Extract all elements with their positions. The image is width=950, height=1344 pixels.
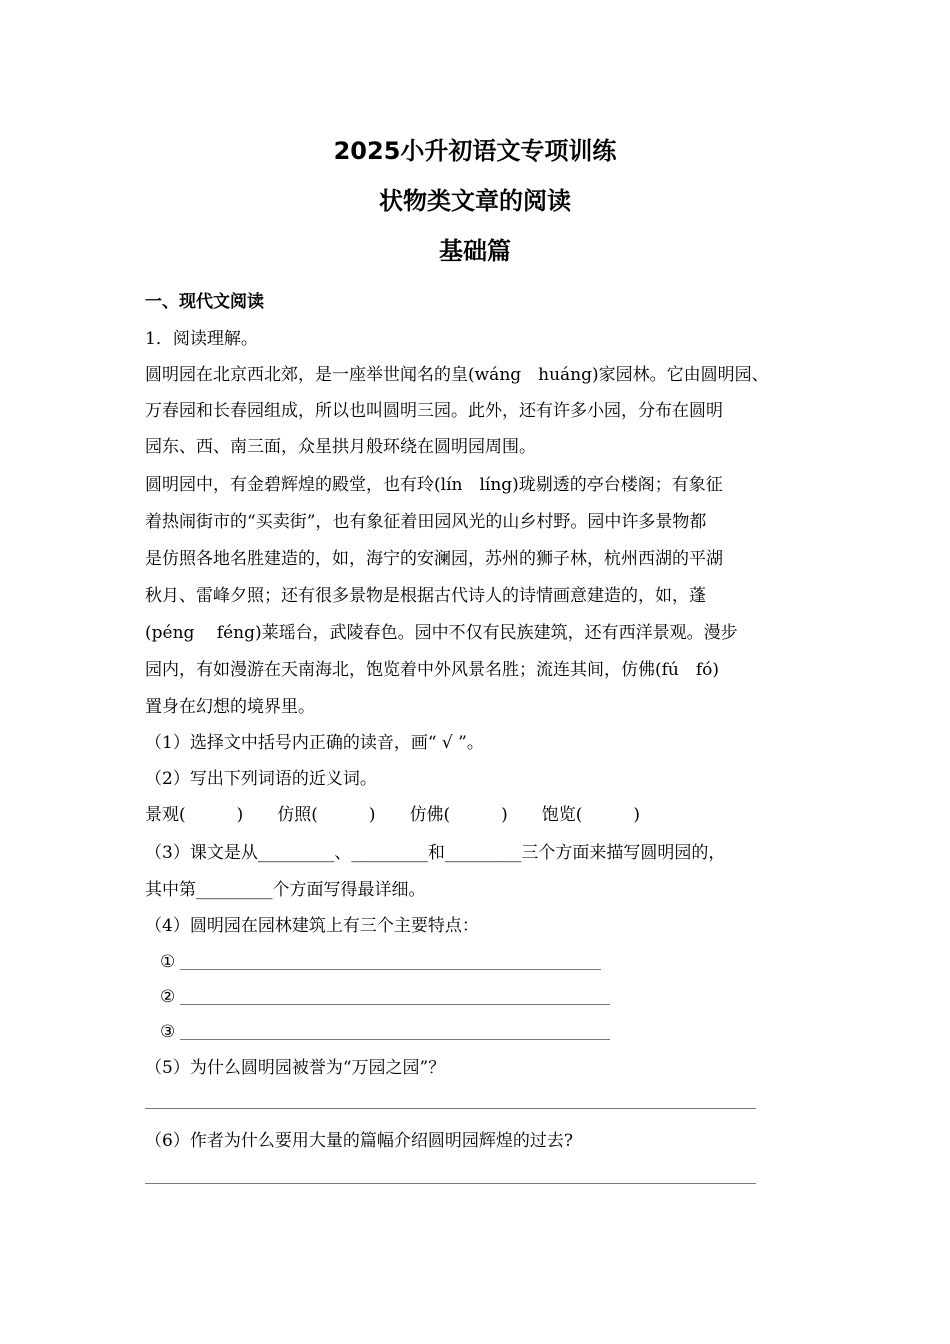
passage-line: 园内，有如漫游在天南海北，饱览着中外风景名胜；流连其间，仿佛(fú fó) [145, 660, 720, 680]
passage-line: 着热闹街市的“买卖街”，也有象征着田园风光的山乡村野。园中许多景物都 [145, 512, 707, 532]
answer-line-1[interactable] [180, 969, 601, 970]
passage-line: 是仿照各地名胜建造的，如，海宁的安澜园，苏州的狮子林，杭州西湖的平湖 [145, 549, 723, 569]
answer-item-3-marker: ③ [160, 1022, 176, 1042]
question-2-words: 景观( ) 仿照( ) 仿佛( ) 饱览( ) [145, 805, 641, 825]
level-title: 基础篇 [439, 237, 511, 265]
answer-line-2[interactable] [180, 1004, 610, 1005]
section-heading: 一、现代文阅读 [145, 292, 264, 312]
question-6: （6）作者为什么要用大量的篇幅介绍圆明园辉煌的过去? [145, 1131, 573, 1151]
question-1: （1）选择文中括号内正确的读音，画“ √ ”。 [145, 733, 484, 753]
question-4: （4）圆明园在园林建筑上有三个主要特点： [145, 916, 479, 936]
answer-item-2-marker: ② [160, 987, 176, 1007]
question-3-line1: （3）课文是从_________、_________和_________三个方面来描写圆明园的， [145, 843, 726, 863]
passage-line: 秋月、雷峰夕照；还有很多景物是根据古代诗人的诗情画意建造的，如，蓬 [145, 586, 706, 606]
answer-line-3[interactable] [180, 1039, 610, 1040]
passage-line: 圆明园中，有金碧辉煌的殿堂，也有玲(lín líng)珑剔透的亭台楼阁；有象征 [145, 475, 723, 495]
passage-line: (péng féng)莱瑶台，武陵春色。园中不仅有民族建筑，还有西洋景观。漫步 [145, 623, 738, 643]
main-title: 2025小升初语文专项训练 [333, 137, 617, 165]
question-5: （5）为什么圆明园被誉为“万园之园”？ [145, 1058, 446, 1078]
passage-line: 万春园和长春园组成，所以也叫圆明三园。此外，还有许多小园，分布在圆明 [145, 401, 723, 421]
passage-line: 置身在幻想的境界里。 [145, 697, 315, 717]
question-2: （2）写出下列词语的近义词。 [145, 769, 377, 789]
answer-line-5[interactable] [145, 1108, 756, 1109]
answer-line-6[interactable] [145, 1183, 756, 1184]
question-3-line2: 其中第_________个方面写得最详细。 [145, 880, 426, 900]
passage-line: 圆明园在北京西北郊，是一座举世闻名的皇(wáng huáng)家园林。它由圆明园、 [145, 365, 769, 385]
answer-item-1-marker: ① [160, 952, 176, 972]
subtitle: 状物类文章的阅读 [379, 187, 571, 215]
question-number: 1．阅读理解。 [145, 329, 258, 349]
passage-line: 园东、西、南三面，众星拱月般环绕在圆明园周围。 [145, 437, 536, 457]
